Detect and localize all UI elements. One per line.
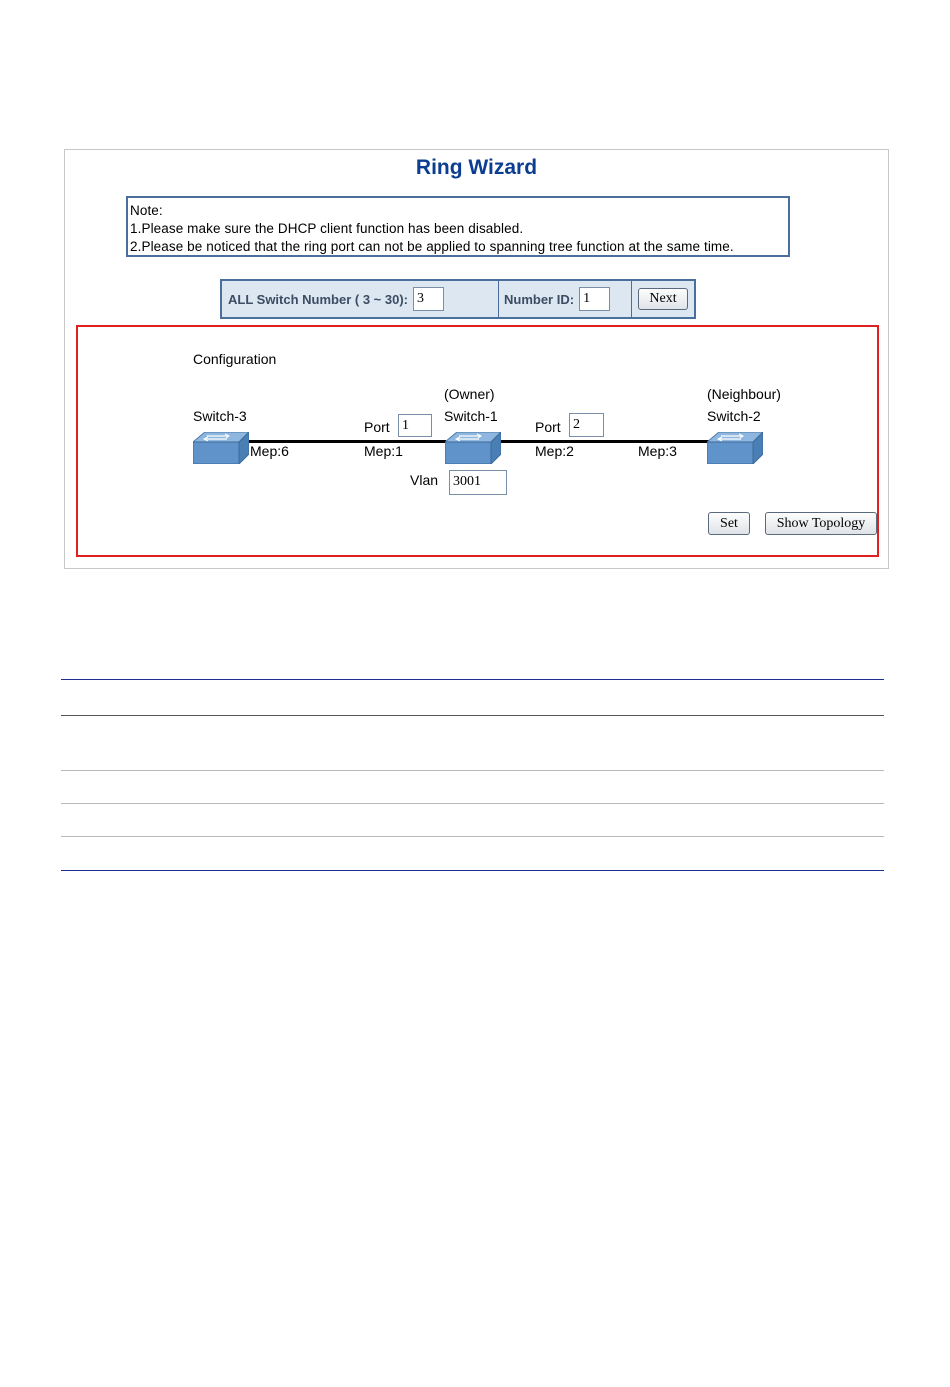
mep-2-label: Mep:2 <box>535 443 574 459</box>
port-left-input[interactable]: 1 <box>398 414 432 437</box>
switch-icon <box>193 432 249 464</box>
note-heading: Note: <box>130 203 163 218</box>
number-id-input[interactable]: 1 <box>579 287 610 311</box>
switch-icon <box>445 432 501 464</box>
owner-label: (Owner) <box>444 386 495 402</box>
switch-1-label: Switch-1 <box>444 408 498 424</box>
table-row-rule <box>61 803 884 804</box>
next-cell <box>631 281 694 317</box>
mep-1-label: Mep:1 <box>364 443 403 459</box>
number-id-label: Number ID: <box>504 291 575 307</box>
all-switch-number-input[interactable]: 3 <box>413 287 444 311</box>
switch-number-bar <box>220 279 696 319</box>
port-left-label: Port <box>364 419 390 435</box>
switch-2-label: Switch-2 <box>707 408 761 424</box>
note-line-1: 1.Please make sure the DHCP client function has been disabled. <box>130 221 524 236</box>
vlan-input[interactable]: 3001 <box>449 470 507 495</box>
set-button[interactable]: Set <box>708 512 750 535</box>
switch-3-label: Switch-3 <box>193 408 247 424</box>
configuration-heading: Configuration <box>193 351 277 367</box>
mep-6-label: Mep:6 <box>250 443 289 459</box>
table-rule-bottom <box>61 870 884 871</box>
switch-icon <box>707 432 763 464</box>
table-row-rule <box>61 770 884 771</box>
note-line-2: 2.Please be noticed that the ring port can not be applied to spanning tree function at the same time. <box>130 239 734 254</box>
page-title: Ring Wizard <box>415 156 538 179</box>
table-row-rule <box>61 836 884 837</box>
neighbour-label: (Neighbour) <box>707 386 781 402</box>
port-right-input[interactable]: 2 <box>569 413 604 437</box>
port-right-label: Port <box>535 419 561 435</box>
table-rule-top <box>61 679 884 680</box>
number-id-cell <box>498 281 631 317</box>
note-box <box>126 196 790 257</box>
all-switch-label: ALL Switch Number ( 3 ~ 30): <box>228 291 408 307</box>
ring-link-right <box>500 440 710 443</box>
next-button[interactable]: Next <box>638 288 688 310</box>
show-topology-button[interactable]: Show Topology <box>765 512 877 535</box>
all-switch-cell <box>222 281 498 317</box>
mep-3-label: Mep:3 <box>638 443 677 459</box>
table-header-rule <box>61 715 884 716</box>
vlan-label: Vlan <box>410 472 439 488</box>
